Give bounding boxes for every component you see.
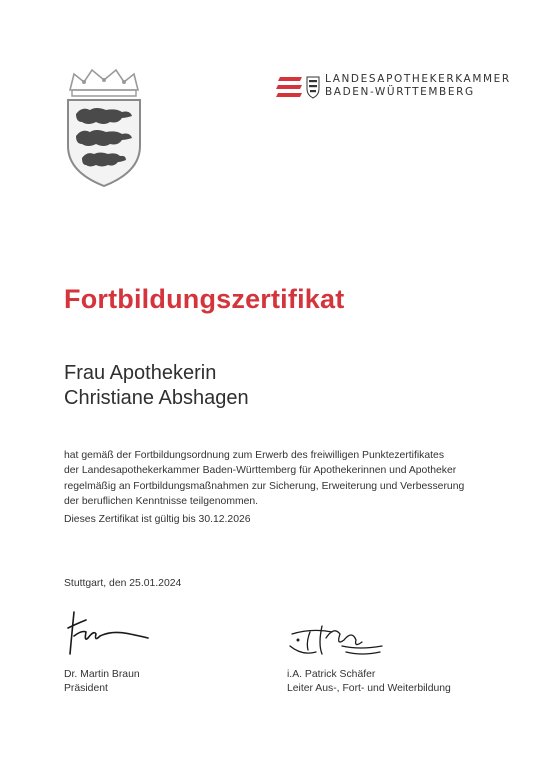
- chamber-name-line1: LANDESAPOTHEKERKAMMER: [325, 73, 511, 85]
- signer-left-role: Präsident: [64, 683, 108, 694]
- coat-of-arms-icon: [60, 68, 148, 188]
- body-line: der beruflichen Kenntnisse teilgenommen.: [64, 496, 259, 508]
- signature-right-icon: [282, 616, 392, 662]
- signature-left-icon: [60, 602, 160, 662]
- body-line: regelmäßig an Fortbildungsmaßnahmen zur Sicherung, Erweiterung und Verbesserung: [64, 480, 465, 492]
- signer-right: [287, 668, 451, 696]
- certificate-body: [64, 448, 504, 510]
- signer-right-name: i.A. Patrick Schäfer: [287, 669, 376, 680]
- recipient-name: Christiane Abshagen: [64, 387, 249, 409]
- signer-left-name: Dr. Martin Braun: [64, 669, 140, 680]
- chamber-name-line2: BADEN-WÜRTTEMBERG: [325, 86, 475, 98]
- recipient: [64, 361, 249, 411]
- signer-left: [64, 668, 140, 696]
- chamber-logo: [276, 73, 511, 103]
- certificate-title: Fortbildungszertifikat: [64, 284, 345, 314]
- place-date: Stuttgart, den 25.01.2024: [64, 578, 182, 589]
- chamber-stripes-icon: [276, 75, 302, 99]
- chamber-name: [325, 73, 511, 99]
- validity-text: Dieses Zertifikat ist gültig bis 30.12.2026: [64, 514, 251, 525]
- signer-right-role: Leiter Aus-, Fort- und Weiterbildung: [287, 683, 451, 694]
- body-line: der Landesapothekerkammer Baden-Württemberg für Apothekerinnen und Apotheker: [64, 465, 457, 477]
- chamber-mini-crest-icon: [306, 75, 320, 99]
- recipient-salutation: Frau Apothekerin: [64, 362, 217, 384]
- body-line: hat gemäß der Fortbildungsordnung zum Erwerb des freiwilligen Punktezertifikates: [64, 450, 445, 461]
